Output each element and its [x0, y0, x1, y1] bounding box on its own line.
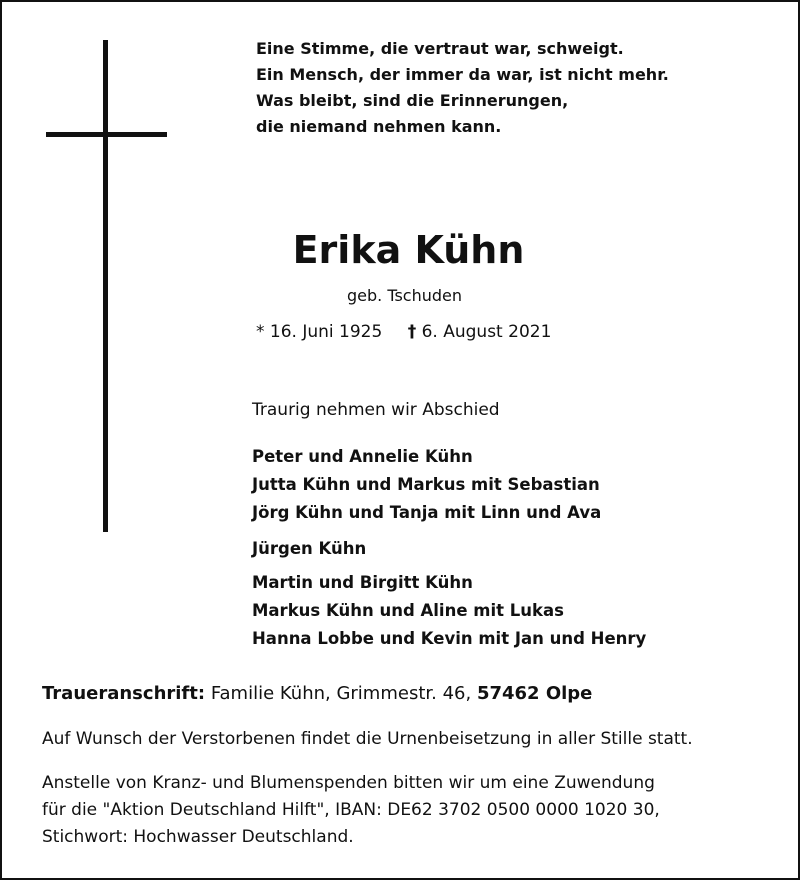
urn-note: Auf Wunsch der Verstorbenen findet die Urnenbeisetzung in aller Stille statt.	[42, 729, 693, 749]
birth-name: geb. Tschuden	[347, 286, 463, 305]
life-dates	[256, 322, 551, 342]
family-group	[252, 535, 366, 563]
birth-date: * 16. Juni 1925	[256, 322, 383, 342]
cross-icon-vertical	[103, 40, 108, 532]
poem-line: Was bleibt, sind die Erinnerungen,	[256, 91, 569, 110]
family-member: Jörg Kühn und Tanja mit Linn und Ava	[252, 503, 602, 522]
death-date: 6. August 2021	[421, 322, 552, 342]
family-member: Peter und Annelie Kühn	[252, 447, 473, 466]
family-member: Martin und Birgitt Kühn	[252, 573, 473, 592]
family-member: Jürgen Kühn	[252, 539, 367, 558]
family-member: Markus Kühn und Aline mit Lukas	[252, 601, 564, 620]
address-city: 57462 Olpe	[476, 683, 593, 704]
family-member: Jutta Kühn und Markus mit Sebastian	[252, 475, 600, 494]
poem-line: die niemand nehmen kann.	[256, 117, 502, 136]
poem-line: Ein Mensch, der immer da war, ist nicht mehr.	[256, 65, 669, 84]
family-group	[252, 569, 646, 653]
family-member: Hanna Lobbe und Kevin mit Jan und Henry	[252, 629, 647, 648]
address-label: Traueranschrift:	[42, 683, 206, 704]
address-street: Familie Kühn, Grimmestr. 46,	[210, 683, 472, 704]
donation-note	[42, 770, 660, 851]
family-group	[252, 443, 601, 527]
donation-line: Anstelle von Kranz- und Blumenspenden bitten wir um eine Zuwendung	[42, 773, 655, 793]
deceased-name: Erika Kühn	[292, 228, 525, 272]
donation-line: Stichwort: Hochwasser Deutschland.	[42, 827, 354, 847]
donation-line: für die "Aktion Deutschland Hilft", IBAN: DE62 3702 0500 0000 1020 30,	[42, 800, 660, 820]
poem-line: Eine Stimme, die vertraut war, schweigt.	[256, 39, 624, 58]
mourning-address	[42, 683, 592, 704]
cross-icon-horizontal	[46, 132, 167, 137]
farewell-intro: Traurig nehmen wir Abschied	[252, 400, 500, 420]
poem	[256, 36, 669, 140]
death-cross-icon: †	[407, 322, 417, 342]
